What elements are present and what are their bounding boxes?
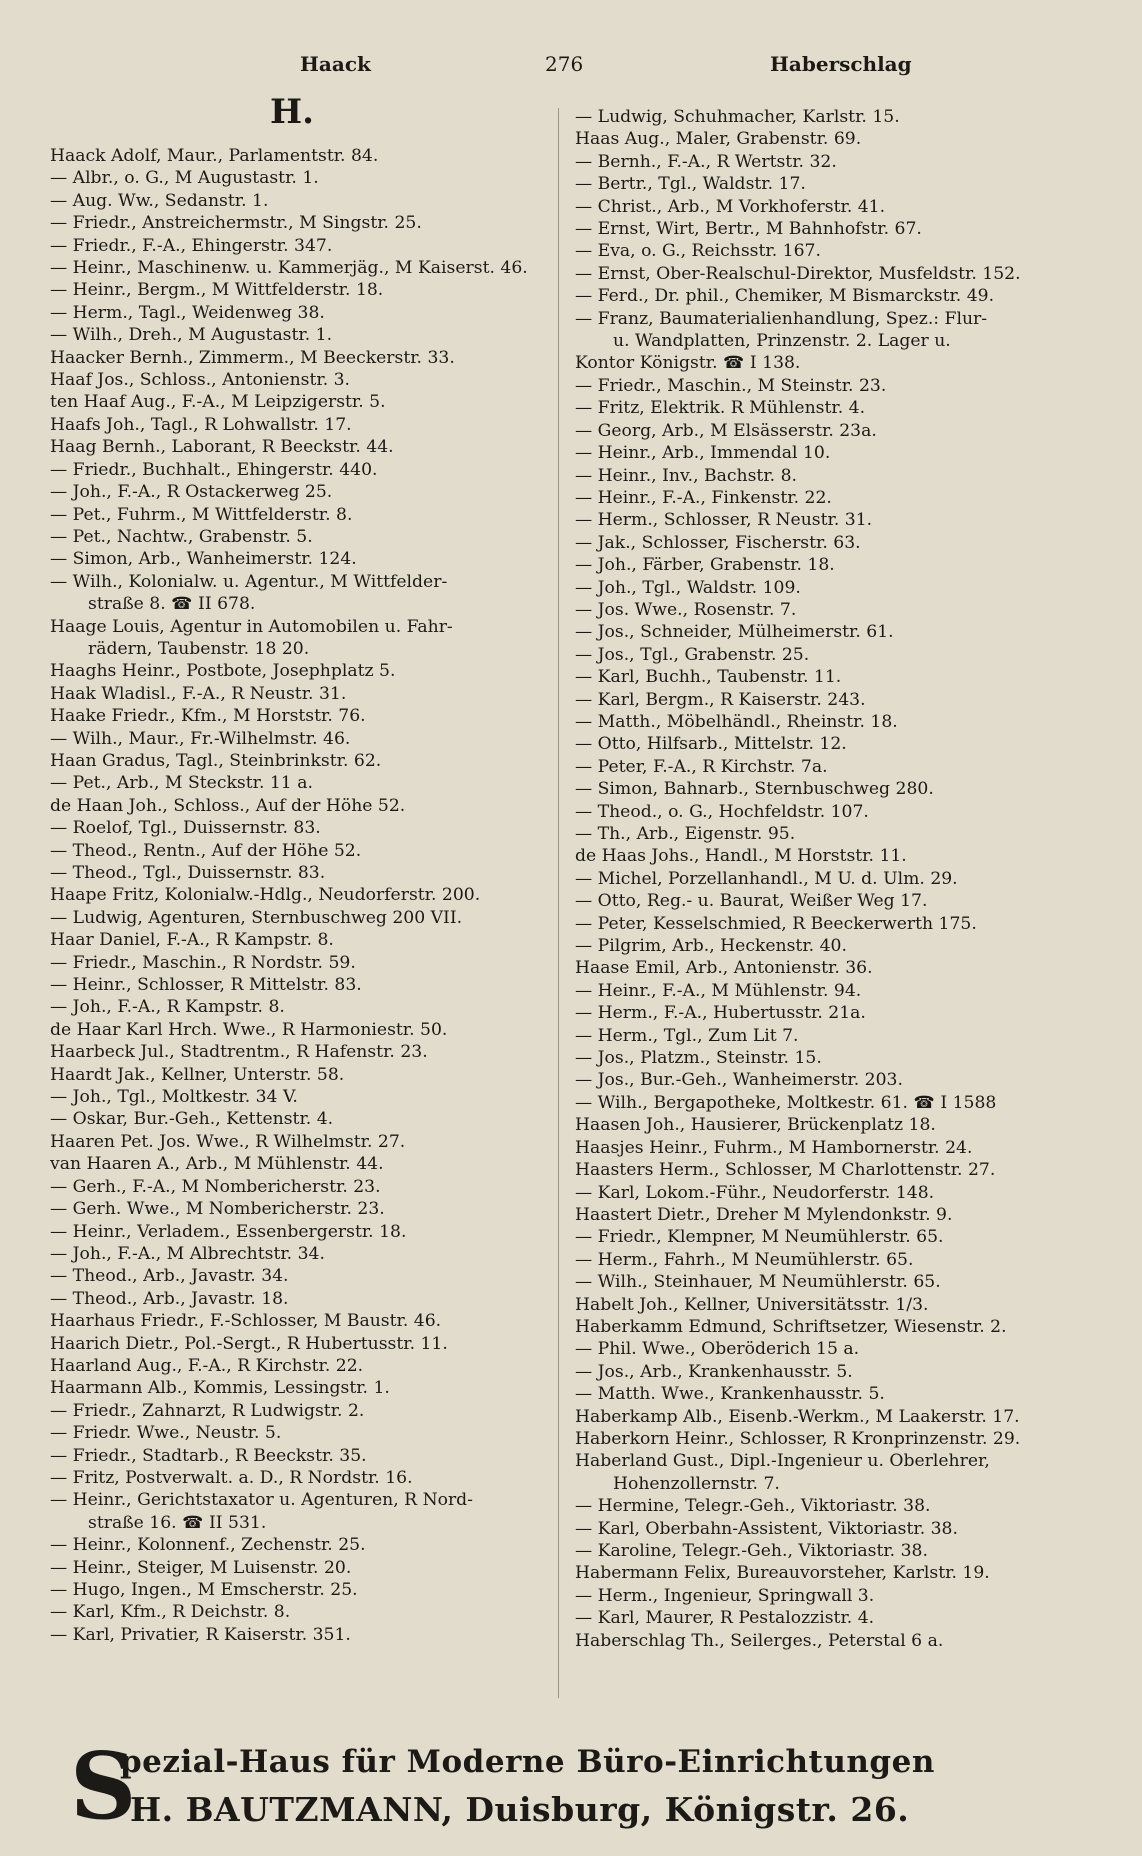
directory-entry: — Otto, Reg.- u. Baurat, Weißer Weg 17. (575, 891, 928, 912)
directory-entry: — Friedr., Anstreichermstr., M Singstr. 25. (50, 213, 422, 234)
directory-entry: — Herm., Ingenieur, Springwall 3. (575, 1585, 875, 1606)
directory-entry: — Roelof, Tgl., Duissernstr. 83. (50, 818, 321, 839)
directory-entry: — Ludwig, Schuhmacher, Karlstr. 15. (575, 107, 900, 127)
directory-entry: straße 16. ☎ II 531. (88, 1512, 267, 1533)
directory-entry: — Ludwig, Agenturen, Sternbuschweg 200 VII. (50, 907, 463, 928)
directory-entry: Haack Adolf, Maur., Parlamentstr. 84. (50, 146, 379, 166)
directory-entry: — Friedr., Buchhalt., Ehingerstr. 440. (50, 459, 378, 480)
directory-entry: — Pilgrim, Arb., Heckenstr. 40. (575, 936, 847, 957)
running-header-right: Haberschlag (770, 52, 912, 76)
directory-entry: — Jos., Platzm., Steinstr. 15. (575, 1048, 822, 1069)
directory-entry: — Matth. Wwe., Krankenhausstr. 5. (575, 1384, 885, 1405)
directory-entry: Haacker Bernh., Zimmerm., M Beeckerstr. 33. (50, 347, 455, 368)
directory-entry: — Joh., Färber, Grabenstr. 18. (575, 555, 835, 576)
directory-entry: — Bertr., Tgl., Waldstr. 17. (575, 174, 806, 195)
directory-entry: Haage Louis, Agentur in Automobilen u. Fahr- (50, 616, 453, 637)
ad-initial: S (70, 1732, 137, 1840)
directory-entry: Habelt Joh., Kellner, Universitätsstr. 1/3. (575, 1294, 929, 1315)
directory-entry: Haak Wladisl., F.-A., R Neustr. 31. (50, 683, 347, 704)
directory-entry: Haasjes Heinr., Fuhrm., M Hambornerstr. 24. (575, 1137, 973, 1158)
directory-entry: — Karl, Maurer, R Pestalozzistr. 4. (575, 1608, 875, 1629)
directory-entry: — Albr., o. G., M Augustastr. 1. (50, 168, 319, 189)
directory-entry: Haberschlag Th., Seilerges., Peterstal 6 a. (575, 1630, 944, 1651)
directory-entry: — Otto, Hilfsarb., Mittelstr. 12. (575, 734, 847, 755)
directory-entry: — Friedr. Wwe., Neustr. 5. (50, 1423, 282, 1444)
directory-entry: — Theod., Arb., Javastr. 34. (50, 1266, 289, 1287)
directory-entry: de Haas Johs., Handl., M Horststr. 11. (575, 846, 907, 867)
directory-entry: Haaghs Heinr., Postbote, Josephplatz 5. (50, 661, 396, 682)
directory-entry: — Jos., Schneider, Mülheimerstr. 61. (575, 622, 894, 643)
directory-entry: Haastert Dietr., Dreher M Mylendonkstr. 9. (575, 1204, 953, 1225)
directory-entry: — Joh., F.-A., M Albrechtstr. 34. (50, 1243, 325, 1264)
directory-entry: — Friedr., Maschin., R Nordstr. 59. (50, 952, 356, 973)
directory-entry: — Friedr., Klempner, M Neumühlerstr. 65. (575, 1227, 944, 1248)
directory-entry: Haasters Herm., Schlosser, M Charlottenstr. 27. (575, 1160, 996, 1181)
ad-line-1: pezial-Haus für Moderne Büro-Einrichtungen (120, 1744, 935, 1780)
directory-entry: — Friedr., Zahnarzt, R Ludwigstr. 2. (50, 1400, 365, 1421)
directory-entry: — Herm., Tagl., Weidenweg 38. (50, 302, 325, 323)
directory-entry: Haaren Pet. Jos. Wwe., R Wilhelmstr. 27. (50, 1131, 406, 1152)
directory-entry: de Haar Karl Hrch. Wwe., R Harmoniestr. 50. (50, 1019, 448, 1040)
directory-entry: Haberkamm Edmund, Schriftsetzer, Wiesenstr. 2. (575, 1316, 1007, 1337)
directory-entry: Haape Fritz, Kolonialw.-Hdlg., Neudorferstr. 200. (50, 885, 481, 906)
directory-entry: — Ernst, Ober-Realschul-Direktor, Musfeldstr. 152. (575, 263, 1021, 284)
directory-entry: — Heinr., Maschinenw. u. Kammerjäg., M Kaiserst. 46. (50, 258, 528, 279)
left-column (50, 145, 550, 1646)
running-header-left: Haack (300, 52, 371, 76)
directory-entry: — Joh., F.-A., R Ostackerweg 25. (50, 482, 333, 503)
directory-entry: — Bernh., F.-A., R Wertstr. 32. (575, 151, 837, 172)
directory-entry: — Heinr., Inv., Bachstr. 8. (575, 465, 797, 486)
directory-entry: — Pet., Arb., M Steckstr. 11 a. (50, 773, 313, 794)
directory-entry: — Fritz, Elektrik. R Mühlenstr. 4. (575, 398, 866, 419)
column-divider (558, 108, 559, 1698)
directory-entry: — Wilh., Maur., Fr.-Wilhelmstr. 46. (50, 728, 351, 749)
directory-entry: — Theod., Tgl., Duissernstr. 83. (50, 863, 326, 883)
directory-entry: Haberkorn Heinr., Schlosser, R Kronprinzenstr. 29. (575, 1428, 1021, 1449)
directory-entry: — Herm., Tgl., Zum Lit 7. (575, 1025, 799, 1046)
directory-entry: — Aug. Ww., Sedanstr. 1. (50, 190, 269, 211)
directory-entry: Haag Bernh., Laborant, R Beeckstr. 44. (50, 437, 394, 458)
directory-entry: — Hermine, Telegr.-Geh., Viktoriastr. 38. (575, 1496, 931, 1517)
directory-entry: — Eva, o. G., Reichsstr. 167. (575, 241, 821, 262)
directory-entry: Haberkamp Alb., Eisenb.-Werkm., M Laakerstr. 17. (575, 1406, 1020, 1427)
directory-entry: — Heinr., Arb., Immendal 10. (575, 443, 831, 464)
directory-entry: — Peter, Kesselschmied, R Beeckerwerth 175. (575, 913, 977, 934)
directory-entry: Haan Gradus, Tagl., Steinbrinkstr. 62. (50, 750, 382, 771)
directory-entry: — Theod., Rentn., Auf der Höhe 52. (50, 840, 362, 861)
directory-entry: — Pet., Nachtw., Grabenstr. 5. (50, 526, 313, 547)
directory-entry: Haarhaus Friedr., F.-Schlosser, M Baustr. 46. (50, 1311, 442, 1332)
directory-entry: Haberland Gust., Dipl.-Ingenieur u. Oberlehrer, (575, 1451, 990, 1472)
directory-entry: — Hugo, Ingen., M Emscherstr. 25. (50, 1580, 358, 1600)
directory-entry: — Michel, Porzellanhandl., M U. d. Ulm. 29. (575, 868, 958, 889)
directory-entry: straße 8. ☎ II 678. (88, 594, 256, 615)
directory-entry: — Pet., Fuhrm., M Wittfelderstr. 8. (50, 504, 353, 525)
directory-entry: — Oskar, Bur.-Geh., Kettenstr. 4. (50, 1109, 334, 1130)
directory-entry: — Friedr., F.-A., Ehingerstr. 347. (50, 235, 333, 256)
directory-entry: — Fritz, Postverwalt. a. D., R Nordstr. 16. (50, 1467, 413, 1488)
directory-entry: ten Haaf Aug., F.-A., M Leipzigerstr. 5. (50, 392, 386, 413)
directory-entry: Haar Daniel, F.-A., R Kampstr. 8. (50, 930, 334, 951)
directory-entry: Haardt Jak., Kellner, Unterstr. 58. (50, 1064, 345, 1085)
directory-entry: — Jos., Arb., Krankenhausstr. 5. (575, 1361, 853, 1382)
directory-entry: u. Wandplatten, Prinzenstr. 2. Lager u. (613, 331, 951, 352)
section-letter: H. (270, 92, 314, 132)
directory-entry: — Matth., Möbelhändl., Rheinstr. 18. (575, 711, 898, 732)
directory-entry: — Heinr., Steiger, M Luisenstr. 20. (50, 1557, 352, 1578)
directory-entry: — Jos., Bur.-Geh., Wanheimerstr. 203. (575, 1070, 903, 1091)
directory-entry: Haase Emil, Arb., Antonienstr. 36. (575, 958, 873, 979)
directory-entry: — Heinr., Verladem., Essenbergerstr. 18. (50, 1221, 407, 1242)
directory-entry: — Joh., Tgl., Waldstr. 109. (575, 577, 801, 598)
directory-entry: — Jos. Wwe., Rosenstr. 7. (575, 599, 797, 620)
directory-entry: de Haan Joh., Schloss., Auf der Höhe 52. (50, 795, 406, 816)
directory-entry: — Peter, F.-A., R Kirchstr. 7a. (575, 756, 828, 777)
directory-entry: Haas Aug., Maler, Grabenstr. 69. (575, 129, 862, 150)
directory-entry: Haaf Jos., Schloss., Antonienstr. 3. (50, 370, 351, 391)
directory-entry: — Phil. Wwe., Oberöderich 15 a. (575, 1339, 860, 1360)
directory-entry: — Heinr., F.-A., Finkenstr. 22. (575, 487, 832, 508)
directory-entry: — Georg, Arb., M Elsässerstr. 23a. (575, 420, 877, 441)
directory-entry: — Karl, Bergm., R Kaiserstr. 243. (575, 689, 866, 710)
directory-entry: — Karl, Lokom.-Führ., Neudorferstr. 148. (575, 1182, 935, 1203)
directory-entry: Habermann Felix, Bureauvorsteher, Karlstr. 19. (575, 1563, 990, 1584)
right-column (575, 106, 1075, 1652)
advertisement (70, 1732, 1080, 1840)
directory-entry: Haarland Aug., F.-A., R Kirchstr. 22. (50, 1355, 364, 1376)
ad-line-2: H. BAUTZMANN, Duisburg, Königstr. 26. (130, 1790, 910, 1829)
directory-entry: van Haaren A., Arb., M Mühlenstr. 44. (50, 1154, 384, 1175)
directory-entry: — Simon, Bahnarb., Sternbuschweg 280. (575, 779, 934, 800)
directory-entry: Haasen Joh., Hausierer, Brückenplatz 18. (575, 1115, 936, 1136)
directory-entry: — Wilh., Bergapotheke, Moltkestr. 61. ☎ I 1588 (575, 1092, 997, 1113)
directory-entry: — Herm., Schlosser, R Neustr. 31. (575, 510, 873, 531)
directory-entry: — Franz, Baumaterialienhandlung, Spez.: Flur- (575, 308, 988, 329)
directory-entry: — Heinr., Schlosser, R Mittelstr. 83. (50, 975, 362, 996)
directory-entry: — Gerh. Wwe., M Nombericherstr. 23. (50, 1199, 385, 1220)
directory-entry: — Wilh., Dreh., M Augustastr. 1. (50, 325, 333, 346)
directory-entry: — Heinr., Gerichtstaxator u. Agenturen, R Nord- (50, 1490, 473, 1511)
directory-entry: — Joh., Tgl., Moltkestr. 34 V. (50, 1087, 298, 1108)
directory-entry: Haarmann Alb., Kommis, Lessingstr. 1. (50, 1378, 390, 1399)
directory-entry: — Herm., Fahrh., M Neumühlerstr. 65. (575, 1249, 914, 1270)
directory-entry: — Christ., Arb., M Vorkhoferstr. 41. (575, 196, 886, 217)
directory-entry: — Heinr., F.-A., M Mühlenstr. 94. (575, 980, 862, 1001)
directory-entry: Haafs Joh., Tagl., R Lohwallstr. 17. (50, 414, 352, 435)
directory-entry: rädern, Taubenstr. 18 20. (88, 638, 310, 659)
directory-entry: — Wilh., Steinhauer, M Neumühlerstr. 65. (575, 1272, 941, 1293)
directory-entry: Haarich Dietr., Pol.-Sergt., R Hubertusstr. 11. (50, 1333, 448, 1354)
directory-entry: — Karl, Oberbahn-Assistent, Viktoriastr. 38. (575, 1518, 958, 1539)
directory-entry: Hohenzollernstr. 7. (613, 1473, 780, 1494)
directory-entry: — Wilh., Kolonialw. u. Agentur., M Wittfelder- (50, 571, 448, 592)
directory-entry: — Ferd., Dr. phil., Chemiker, M Bismarckstr. 49. (575, 286, 995, 307)
directory-entry: — Friedr., Stadtarb., R Beeckstr. 35. (50, 1445, 367, 1466)
directory-entry: — Theod., Arb., Javastr. 18. (50, 1288, 289, 1309)
directory-entry: — Simon, Arb., Wanheimerstr. 124. (50, 549, 357, 570)
directory-entry: — Karoline, Telegr.-Geh., Viktoriastr. 38. (575, 1541, 928, 1561)
directory-entry: — Herm., F.-A., Hubertusstr. 21a. (575, 1003, 866, 1024)
directory-entry: — Karl, Buchh., Taubenstr. 11. (575, 667, 842, 688)
directory-entry: Haarbeck Jul., Stadtrentm., R Hafenstr. 23. (50, 1042, 428, 1063)
directory-entry: — Ernst, Wirt, Bertr., M Bahnhofstr. 67. (575, 219, 922, 240)
directory-entry: — Friedr., Maschin., M Steinstr. 23. (575, 375, 887, 396)
directory-entry: — Theod., o. G., Hochfeldstr. 107. (575, 801, 869, 822)
directory-entry: Haake Friedr., Kfm., M Horststr. 76. (50, 706, 366, 727)
directory-entry: — Heinr., Bergm., M Wittfelderstr. 18. (50, 280, 384, 301)
directory-entry: — Th., Arb., Eigenstr. 95. (575, 824, 796, 844)
directory-entry: — Jos., Tgl., Grabenstr. 25. (575, 644, 810, 665)
directory-entry: Kontor Königstr. ☎ I 138. (575, 353, 801, 374)
directory-entry: — Karl, Kfm., R Deichstr. 8. (50, 1602, 291, 1623)
directory-entry: — Heinr., Kolonnenf., Zechenstr. 25. (50, 1535, 366, 1556)
directory-entry: — Joh., F.-A., R Kampstr. 8. (50, 997, 285, 1018)
directory-entry: — Karl, Privatier, R Kaiserstr. 351. (50, 1624, 351, 1645)
directory-entry: — Jak., Schlosser, Fischerstr. 63. (575, 532, 861, 553)
directory-entry: — Gerh., F.-A., M Nombericherstr. 23. (50, 1176, 381, 1197)
page-number: 276 (545, 52, 584, 76)
